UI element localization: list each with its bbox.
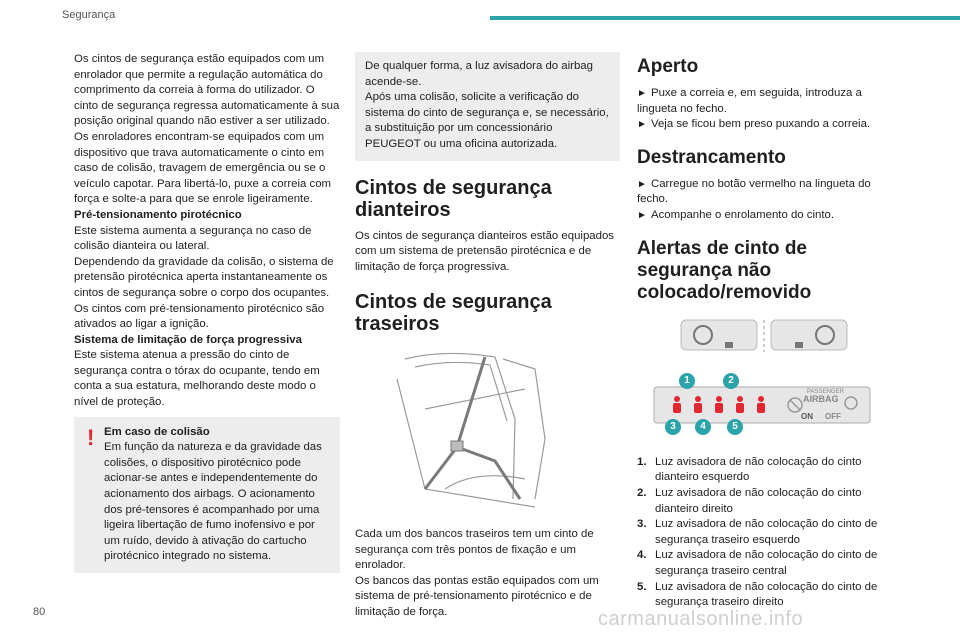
note-box (355, 52, 620, 161)
heading-force-limiter: Sistema de limitação de força progressiva (74, 333, 302, 346)
heading-rear-belts: Cintos de segurança traseiros (355, 291, 552, 336)
fasten-step-2: ► Veja se ficou bem preso puxando a correia. (637, 117, 902, 133)
list-item: 2. Luz avisadora de não colocação do cinto dianteiro direito (637, 486, 862, 515)
badge-5: 5 (727, 419, 743, 435)
rear-seat-belt-illustration (385, 349, 555, 511)
arrow-right-icon: ► (637, 178, 647, 190)
list-item: 1. Luz avisadora de não colocação do cinto dianteiro esquerdo (637, 455, 862, 484)
page-number: 80 (33, 606, 46, 618)
unlock-step-1: ► Carregue no botão vermelho na lingueta do fecho. (637, 177, 871, 206)
warning-lights-list (637, 455, 902, 611)
badge-1: 1 (679, 373, 695, 389)
watermark: carmanualsonline.info (598, 608, 804, 630)
paragraph-front-belts: Os cintos de segurança dianteiros estão equipados com um sistema de pretensão pirotécnica e de limitação de força progressiva. (355, 229, 614, 273)
fasten-step-1: ► Puxe a correia e, em seguida, introduza a lingueta no fecho. (637, 87, 862, 115)
heading-unlock: Destrancamento (637, 146, 786, 168)
paragraph-pretension-2: Dependendo da gravidade da colisão, o sistema de pretensão pirotécnica aperta instantaneamente os cintos de segurança sobre o corpo dos ocupantes. (74, 255, 334, 299)
warning-icon: ! (87, 424, 95, 450)
warning-lights-panel (637, 367, 902, 449)
arrow-right-icon: ► (637, 209, 647, 221)
header-accent-bar (490, 16, 960, 20)
badge-3: 3 (665, 419, 681, 435)
heading-fasten: Aperto (637, 56, 699, 77)
paragraph-pretension-3: Os cintos com pré-tensionamento pirotécnico são ativados ao ligar a ignição. (74, 302, 325, 331)
paragraph-lock: Os enroladores encontram-se equipados com um dispositivo que trava automaticamente o cinto em caso de colisão, travagem de emergência ou se o veículo capotar. Para libertá-lo, puxe a correia com força e solte-a para que se enrole ligeiramente. (74, 130, 332, 206)
badge-4: 4 (695, 419, 711, 435)
paragraph-pretension-1: Este sistema aumenta a segurança no caso de colisão dianteira ou lateral. (74, 224, 312, 253)
list-item: 5. Luz avisadora de não colocação do cinto de segurança traseiro direito (637, 580, 878, 609)
airbag-on-label: ON (801, 412, 813, 422)
note-airbag: De qualquer forma, a luz avisadora do airbag acende-se. (365, 60, 593, 88)
unlock-step-2: ► Acompanhe o enrolamento do cinto. (637, 208, 902, 224)
column-middle (355, 52, 620, 621)
badge-2: 2 (723, 373, 739, 389)
airbag-off-label: OFF (825, 412, 841, 422)
warning-box (74, 417, 340, 573)
list-item: 3. Luz avisadora de não colocação do cinto de segurança traseiro esquerdo (637, 518, 878, 546)
heading-pretension: Pré-tensionamento pirotécnico (74, 208, 242, 221)
paragraph-rear-belts-2: Os bancos das pontas estão equipados com um sistema de pré-tensionamento pirotécnico e de limitação de força. (355, 574, 599, 618)
column-left (74, 52, 340, 573)
paragraph-force-limiter: Este sistema atenua a pressão do cinto de segurança contra o tórax do ocupante, tendo em conta a sua estatura, melhorando deste modo o nível de proteção. (74, 349, 320, 409)
heading-belt-alerts: Alertas de cinto de segurança não colocado/removido (637, 237, 812, 303)
heading-front-belts: Cintos de segurança dianteiros (355, 176, 552, 221)
paragraph-retractor: Os cintos de segurança estão equipados com um enrolador que permite a regulação automática do comprimento da correia à forma do utilizador. O cinto de segurança regressa automaticamente à sua posição original quando não estiver a ser utilizado. (74, 53, 340, 128)
warning-text: Em função da natureza e da gravidade das colisões, o dispositivo pirotécnico pode acionar-se antes e independentemente do acionamento dos airbags. O acionamento dos pré-tensores é acompanhado por uma ligeira libertação de fumo inofensivo e por um ruído, devido à ativação do cartucho pirotécnico integrado no sistema. (104, 441, 322, 563)
arrow-right-icon: ► (637, 119, 647, 131)
paragraph-rear-belts-1: Cada um dos bancos traseiros tem um cinto de segurança com três pontos de fixação e um enrolador. (355, 527, 594, 572)
airbag-label: AIRBAG (803, 394, 839, 405)
column-right (637, 52, 902, 611)
note-after-collision: Após uma colisão, solicite a verificação do sistema do cinto de segurança e, se necessário, a substituição por um concessionário PEUGEOT ou uma oficina autorizada. (365, 91, 609, 150)
section-title: Segurança (62, 9, 116, 21)
arrow-right-icon: ► (637, 88, 647, 99)
warning-title: Em caso de colisão (104, 425, 210, 438)
list-item: 4. Luz avisadora de não colocação do cinto de segurança traseiro central (637, 549, 878, 577)
dashboard-illustration (679, 318, 849, 354)
passenger-label: PASSENGER (807, 389, 844, 396)
